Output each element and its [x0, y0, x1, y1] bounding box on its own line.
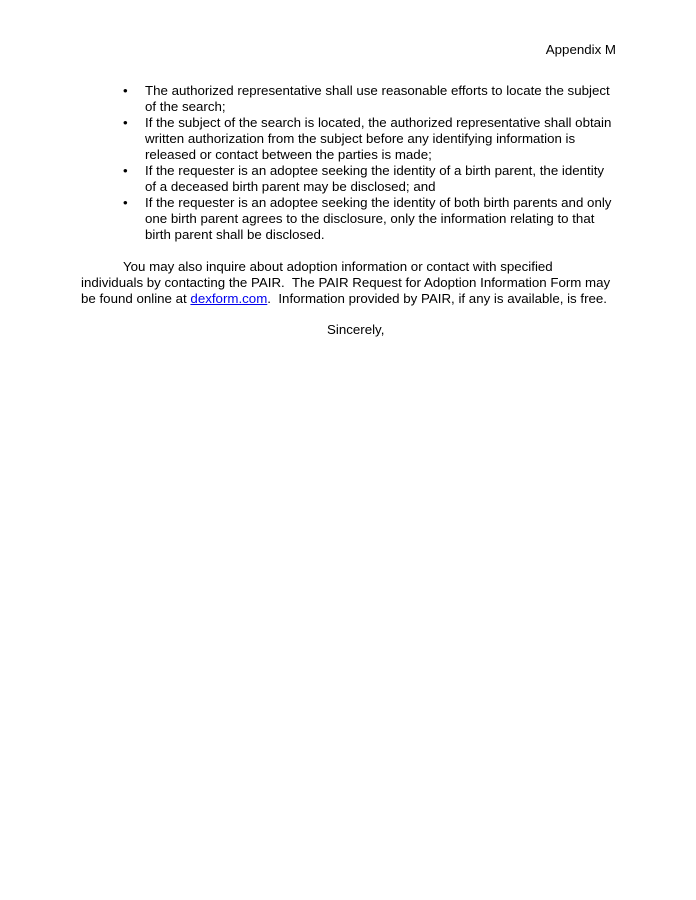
bullet-icon: •	[123, 83, 128, 98]
bullet-icon: •	[123, 115, 128, 130]
list-item-text: If the subject of the search is located, the authorized representative shall obtain written authorization from the subject before any identifying information is released or contact between the parties is made;	[145, 115, 612, 162]
bullet-icon: •	[123, 195, 128, 210]
list-item-text: If the requester is an adoptee seeking the identity of both birth parents and only one birth parent agrees to the disclosure, only the information relating to that birth parent shall be disclosed.	[145, 195, 612, 242]
appendix-label: Appendix M	[545, 42, 616, 57]
paragraph-text-after: . Information provided by PAIR, if any is available, is free.	[267, 291, 608, 306]
list-item	[81, 83, 616, 115]
body-paragraph	[81, 259, 616, 307]
list-item-text: The authorized representative shall use reasonable efforts to locate the subject of the search;	[145, 83, 610, 114]
list-item	[81, 195, 616, 243]
paragraph-text-before: You may also inquire about adoption information or contact with specified individuals by contacting the PAIR. The PAIR Request for Adoption Information Form may be found online at	[81, 259, 614, 306]
bullet-icon: •	[123, 163, 128, 178]
closing-text: Sincerely,	[327, 322, 385, 337]
page-header	[81, 42, 616, 58]
dexform-link[interactable]: dexform.com	[190, 291, 268, 306]
bullet-list	[81, 83, 616, 243]
list-item-text: If the requester is an adoptee seeking the identity of a birth parent, the identity of a deceased birth parent may be disclosed; and	[145, 163, 605, 194]
closing-line	[81, 322, 616, 338]
list-item	[81, 115, 616, 163]
list-item	[81, 163, 616, 195]
